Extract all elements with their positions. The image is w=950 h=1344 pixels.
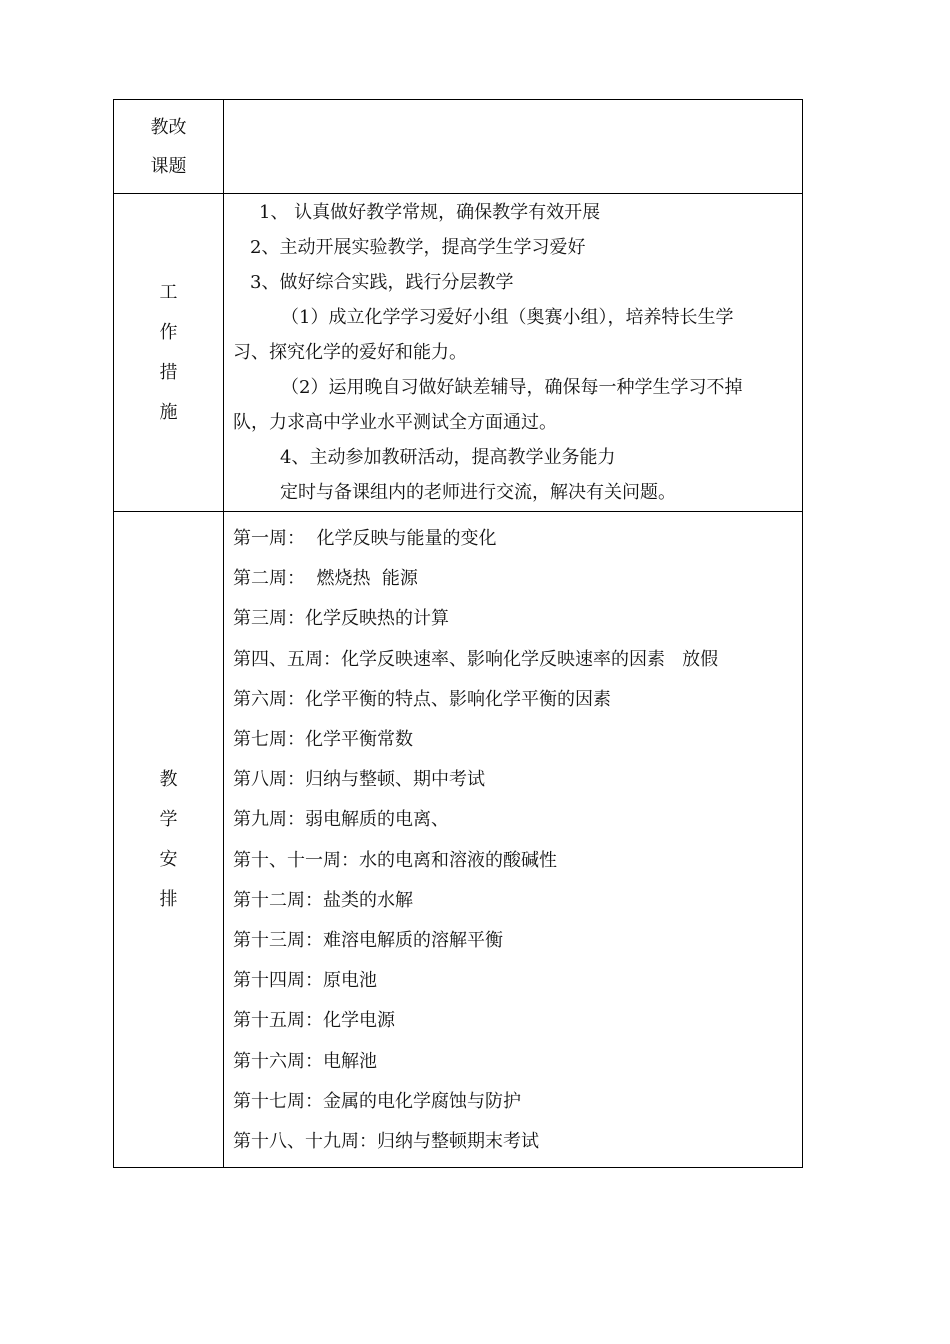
schedule-label — [114, 760, 223, 920]
measures-label-cell — [114, 194, 224, 512]
measure-item: 1、 认真做好教学常规，确保教学有效开展 — [259, 202, 601, 223]
teaching-plan-table — [113, 99, 803, 1168]
schedule-label-char: 学 — [159, 808, 178, 830]
measure-item: （1）成立化学学习爱好小组（奥赛小组），培养特长生学 — [281, 307, 734, 328]
topic-value-cell — [224, 100, 803, 194]
topic-label — [114, 108, 223, 186]
topic-label-line2: 课题 — [150, 155, 187, 177]
schedule-week-item: 第四、五周：化学反映速率、影响化学反映速率的因素 放假 — [233, 648, 719, 670]
measures-label-char: 工 — [159, 281, 178, 303]
row-teaching-reform-topic — [114, 100, 803, 194]
measures-content-cell — [224, 194, 803, 512]
measure-item: 定时与备课组内的老师进行交流，解决有关问题。 — [280, 482, 676, 503]
measure-item: （2）运用晚自习做好缺差辅导，确保每一种学生学习不掉 — [281, 377, 743, 398]
measures-label-char: 措 — [159, 361, 178, 383]
schedule-week-item: 第九周：弱电解质的电离、 — [233, 809, 449, 831]
schedule-label-char: 安 — [159, 848, 178, 870]
schedule-week-item: 第二周： 燃烧热 能源 — [233, 568, 418, 590]
schedule-week-item: 第一周： 化学反映与能量的变化 — [233, 528, 497, 549]
schedule-week-item: 第十八、十九周：归纳与整顿期末考试 — [233, 1131, 539, 1153]
schedule-week-item: 第十六周：电解池 — [233, 1050, 377, 1072]
schedule-week-item: 第八周：归纳与整顿、期中考试 — [233, 769, 485, 791]
measures-list — [224, 195, 802, 510]
schedule-list — [224, 512, 802, 1162]
schedule-week-item: 第三周：化学反映热的计算 — [233, 608, 449, 630]
schedule-week-item: 第六周：化学平衡的特点、影响化学平衡的因素 — [233, 688, 611, 710]
schedule-week-item: 第十二周：盐类的水解 — [233, 889, 413, 911]
measure-item: 队，力求高中学业水平测试全方面通过。 — [233, 412, 557, 433]
topic-label-cell — [114, 100, 224, 194]
schedule-label-char: 排 — [159, 888, 178, 910]
schedule-content-cell — [224, 512, 803, 1168]
schedule-week-item: 第十、十一周：水的电离和溶液的酸碱性 — [233, 849, 557, 871]
schedule-week-item: 第十五周：化学电源 — [233, 1010, 395, 1032]
row-work-measures — [114, 194, 803, 512]
schedule-label-cell — [114, 512, 224, 1168]
schedule-week-item: 第七周：化学平衡常数 — [233, 729, 413, 751]
measure-item: 习、探究化学的爱好和能力。 — [233, 342, 467, 363]
schedule-week-item: 第十七周：金属的电化学腐蚀与防护 — [233, 1090, 521, 1112]
schedule-week-item: 第十四周：原电池 — [233, 970, 377, 992]
measure-item: 3、做好综合实践，践行分层教学 — [250, 272, 514, 293]
topic-label-line1: 教改 — [150, 116, 187, 138]
measures-label-char: 作 — [159, 321, 178, 343]
row-teaching-schedule — [114, 512, 803, 1168]
measure-item: 4、主动参加教研活动，提高教学业务能力 — [280, 447, 616, 468]
measure-item: 2、主动开展实验教学，提高学生学习爱好 — [250, 237, 586, 258]
measures-label-char: 施 — [159, 401, 178, 423]
schedule-label-char: 教 — [159, 768, 178, 790]
schedule-week-item: 第十三周：难溶电解质的溶解平衡 — [233, 930, 503, 952]
measures-label — [114, 273, 223, 433]
